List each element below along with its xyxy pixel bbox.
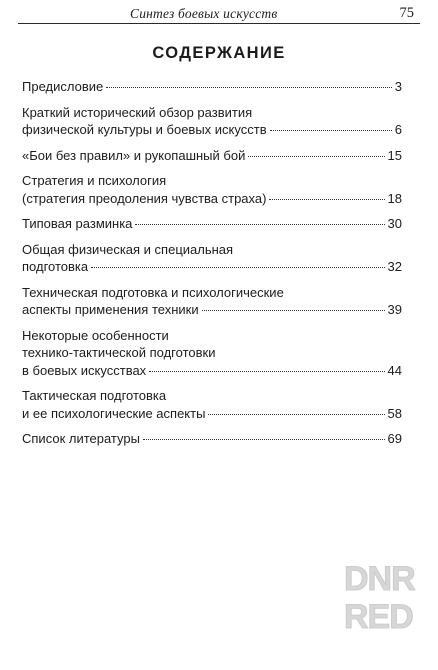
toc-entry-page: 30 — [387, 216, 402, 231]
toc-entry-page: 32 — [387, 259, 402, 274]
toc-entry-title: Типовая разминка — [22, 216, 133, 231]
toc-entry-page: 44 — [387, 362, 402, 378]
dot-leader — [208, 414, 384, 415]
toc-entry-title-line: Тактическая подготовка — [22, 388, 167, 403]
dot-leader — [269, 199, 384, 200]
running-header — [18, 2, 420, 24]
dot-leader — [143, 439, 385, 440]
toc-entry-title-line: Общая физическая и специальная — [22, 241, 234, 257]
toc-entry-title-line: подготовка — [22, 259, 89, 274]
toc-entry-title: Список литературы — [22, 431, 140, 446]
toc-entry-title-line: аспекты применения техники — [22, 302, 199, 317]
toc-entry-page: 39 — [387, 302, 402, 317]
toc-entry — [22, 104, 402, 139]
toc-entry — [22, 430, 402, 448]
toc-entry-page: 58 — [387, 405, 402, 421]
toc-entry-page: 3 — [394, 79, 402, 94]
running-header-title: Синтез боевых искусств — [130, 6, 278, 21]
toc-entry — [22, 147, 402, 165]
dot-leader — [202, 310, 385, 311]
dot-leader — [106, 87, 392, 88]
dot-leader — [270, 130, 392, 131]
toc-entry-title-line: Техническая подготовка и психологические — [22, 284, 284, 300]
dot-leader — [135, 224, 384, 225]
toc-entry-title-line: Краткий исторический обзор развития — [22, 104, 253, 120]
watermark-line-2: RED — [344, 598, 413, 636]
toc-entry — [22, 78, 402, 96]
toc-entry-page: 69 — [387, 431, 402, 446]
toc-entry-page: 6 — [394, 122, 402, 137]
toc-entry-title-line: физической культуры и боевых искусств — [22, 122, 267, 137]
toc-entry — [22, 284, 402, 319]
watermark-logo — [344, 560, 432, 650]
dot-leader — [91, 267, 384, 268]
toc-entry-title: «Бои без правил» и рукопашный бой — [22, 147, 246, 163]
toc-entry-page: 15 — [387, 147, 402, 163]
toc-entry-title-line: в боевых искусствах — [22, 362, 147, 378]
toc-entry — [22, 215, 402, 233]
header-rule — [18, 23, 420, 25]
toc-entry-title-line: Стратегия и психология — [22, 173, 167, 188]
toc-entry-title-line: технико-тактической подготовки — [22, 345, 216, 360]
table-of-contents — [22, 78, 402, 446]
toc-entry-title-line: (стратегия преодоления чувства страха) — [22, 190, 267, 206]
dot-leader — [248, 156, 384, 157]
toc-entry-page: 18 — [387, 190, 402, 206]
toc-heading: СОДЕРЖАНИЕ — [152, 44, 286, 62]
toc-entry — [22, 241, 402, 276]
toc-entry — [22, 172, 402, 207]
toc-entry — [22, 387, 402, 422]
toc-entry — [22, 327, 402, 380]
dot-leader — [149, 371, 384, 372]
toc-entry-title-line: Некоторые особенности — [22, 327, 169, 343]
toc-entry-title-line: и ее психологические аспекты — [22, 405, 206, 421]
toc-entry-title: Предисловие — [22, 79, 104, 94]
running-header-page-number: 75 — [399, 5, 414, 21]
watermark-line-1: DNR — [344, 560, 415, 598]
